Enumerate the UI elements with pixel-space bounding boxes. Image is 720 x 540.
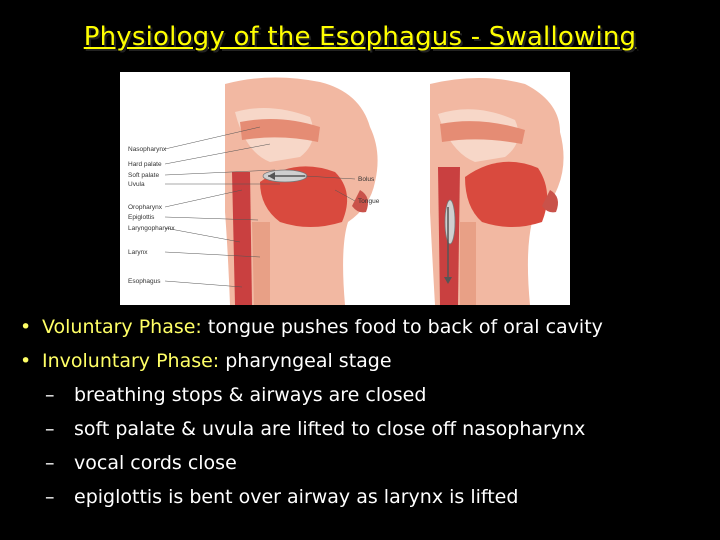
anatomy-label: Hard palate — [128, 161, 162, 168]
anatomy-label: Soft palate — [128, 172, 160, 179]
swallowing-anatomy-figure — [120, 72, 570, 305]
anatomy-label: Nasopharynx — [128, 146, 167, 153]
anatomy-label: Bolus — [358, 176, 375, 183]
bullet-voluntary — [20, 310, 715, 344]
bullet-marker: • — [20, 350, 32, 372]
anatomy-label: Larynx — [128, 249, 148, 256]
phase-label: Voluntary Phase: — [42, 316, 202, 338]
dash-marker: – — [45, 452, 55, 474]
anatomy-label: Oropharynx — [128, 204, 162, 211]
voluntary-phase-head — [225, 77, 378, 305]
sub-bullet-text: soft palate & uvula are lifted to close off nasopharynx — [74, 418, 586, 440]
bullet-involuntary — [20, 344, 715, 378]
bullet-marker: • — [20, 316, 32, 338]
slide-title: Physiology of the Esophagus - Swallowing — [83, 22, 637, 52]
sub-bullet — [20, 412, 715, 446]
involuntary-phase-head — [430, 78, 564, 305]
bullet-list — [20, 310, 715, 514]
bullet-text: pharyngeal stage — [219, 350, 392, 372]
anatomy-label: Uvula — [128, 181, 145, 188]
phase-label: Involuntary Phase: — [42, 350, 220, 372]
sub-bullet-text: epiglottis is bent over airway as larynx is lifted — [74, 486, 519, 508]
sub-bullet-text: vocal cords close — [74, 452, 237, 474]
anatomy-label: Laryngopharynx — [128, 225, 175, 232]
sub-bullet — [20, 446, 715, 480]
bullet-text: tongue pushes food to back of oral cavity — [201, 316, 603, 338]
sub-bullet — [20, 480, 715, 514]
anatomy-illustration — [120, 72, 570, 305]
anatomy-label: Tongue — [358, 198, 380, 205]
dash-marker: – — [45, 418, 55, 440]
dash-marker: – — [45, 486, 55, 508]
dash-marker: – — [45, 384, 55, 406]
anatomy-label: Epiglottis — [128, 214, 155, 221]
anatomy-label: Esophagus — [128, 278, 161, 285]
sub-bullet — [20, 378, 715, 412]
sub-bullet-text: breathing stops & airways are closed — [74, 384, 427, 406]
